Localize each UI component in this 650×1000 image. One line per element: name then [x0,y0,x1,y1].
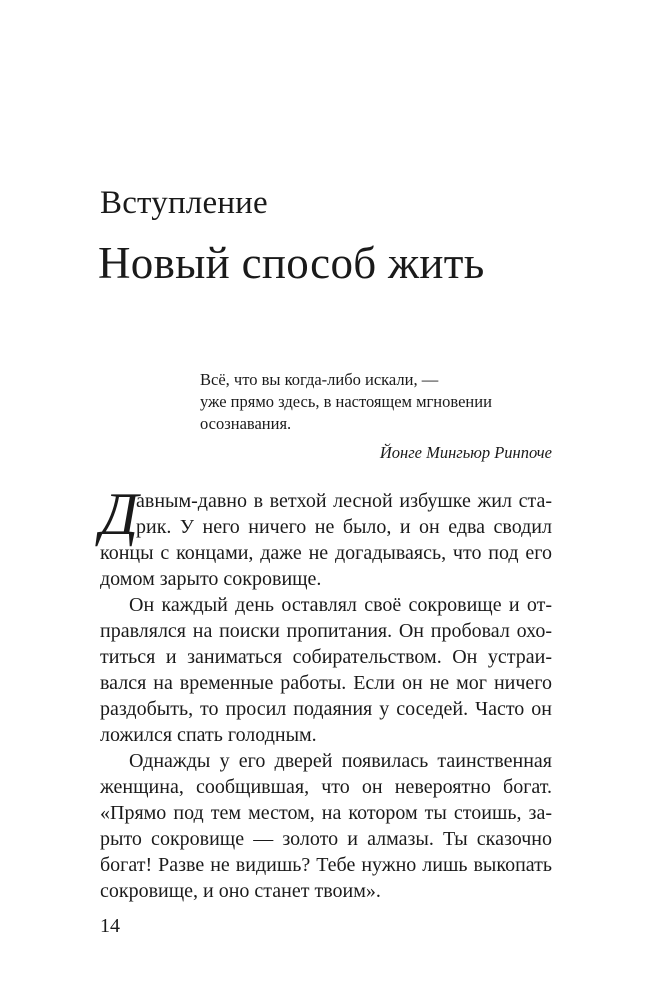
text-line: сокровище, и оно станет твоим». [100,880,381,902]
text-line: авным-давно в ветхой лесной избушке жил ста- [136,490,552,512]
epigraph [200,369,552,435]
text-line: женщина, сообщившая, что он невероятно богат. [100,776,552,798]
epigraph-line: Всё, что вы когда-либо искали, — [200,370,439,389]
text-line: богат! Разве не видишь? Тебе нужно лишь выкопать [100,854,552,876]
text-line: рыто сокровище — золото и алмазы. Ты сказочно [100,828,552,850]
text-line: ложился спать голодным. [100,724,317,746]
epigraph-line: осознавания. [200,414,292,433]
text-line: «Прямо под тем местом, на котором ты стоишь, за- [100,802,552,824]
body-text [100,481,552,904]
page-number: 14 [100,915,120,937]
text-line: Он каждый день оставлял своё сокровище и от- [129,594,552,616]
text-line: титься и заниматься собирательством. Он устраи- [100,646,552,668]
text-line: правлялся на поиски пропитания. Он пробовал охо- [100,620,552,642]
text-line: рик. У него ничего не было, и он едва сводил [136,516,552,538]
text-line: домом зарыто сокровище. [100,568,322,590]
text-line: раздобыть, то просил подаяния у соседей. Часто он [100,698,552,720]
drop-cap: Д [100,481,139,547]
epigraph-author: Йонге Мингьюр Ринпоче [379,443,552,462]
chapter-title: Новый способ жить [98,238,485,288]
epigraph-line: уже прямо здесь, в настоящем мгновении [200,392,492,411]
chapter-label: Вступление [100,185,268,221]
text-line: вался на временные работы. Если он не мог ничего [100,672,552,694]
text-line: концы с концами, даже не догадываясь, что под его [100,542,552,564]
text-line: Однажды у его дверей появилась таинственная [129,750,552,772]
